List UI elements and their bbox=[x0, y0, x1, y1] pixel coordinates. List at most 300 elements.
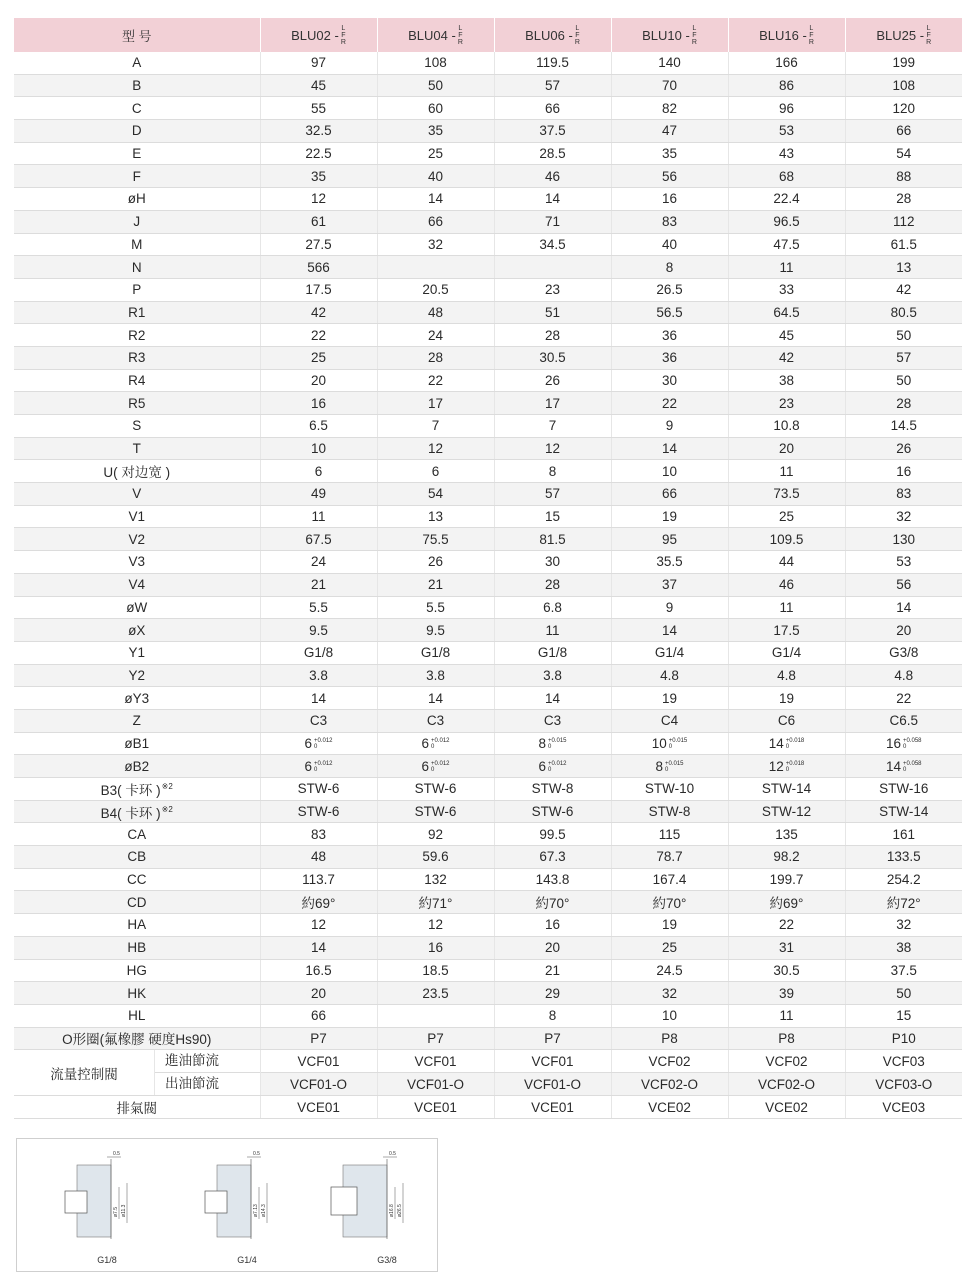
tolerance bbox=[665, 761, 684, 773]
row-label bbox=[14, 596, 260, 619]
table-cell: 44 bbox=[728, 551, 845, 574]
table-cell: 6 bbox=[377, 460, 494, 483]
table-row bbox=[14, 778, 962, 801]
table-cell: 56 bbox=[845, 573, 962, 596]
table-cell: VCF01 bbox=[260, 1050, 377, 1073]
table-cell: 37 bbox=[611, 573, 728, 596]
table-cell: 4.8 bbox=[728, 664, 845, 687]
table-cell: 20.5 bbox=[377, 278, 494, 301]
table-cell bbox=[728, 732, 845, 755]
table-cell: 26.5 bbox=[611, 278, 728, 301]
row-label bbox=[14, 914, 260, 937]
table-row bbox=[14, 460, 962, 483]
table-cell: 51 bbox=[494, 301, 611, 324]
table-cell: 68 bbox=[728, 165, 845, 188]
tolerance-upper: +0.012 bbox=[430, 738, 450, 745]
table-cell bbox=[494, 732, 611, 755]
model-variant-f: F bbox=[341, 31, 346, 39]
table-row bbox=[14, 936, 962, 959]
tolerance-lower: 0 bbox=[547, 744, 552, 751]
table-cell: P7 bbox=[260, 1027, 377, 1050]
table-cell: C3 bbox=[377, 709, 494, 732]
table-cell: 38 bbox=[845, 936, 962, 959]
table-row bbox=[14, 483, 962, 506]
table-cell: 57 bbox=[494, 74, 611, 97]
row-label bbox=[14, 324, 260, 347]
table-row bbox=[14, 641, 962, 664]
table-cell: 8 bbox=[494, 460, 611, 483]
table-row bbox=[14, 346, 962, 369]
table-cell: G1/4 bbox=[611, 641, 728, 664]
header-model-3 bbox=[611, 18, 728, 52]
table-cell: 81.5 bbox=[494, 528, 611, 551]
table-cell: 42 bbox=[260, 301, 377, 324]
row-label bbox=[14, 936, 260, 959]
table-cell: 66 bbox=[260, 1004, 377, 1027]
flow-group-label bbox=[14, 1050, 260, 1096]
model-variants bbox=[692, 25, 697, 46]
table-cell: 30 bbox=[611, 369, 728, 392]
tolerance-upper: +0.058 bbox=[903, 761, 922, 768]
tolerance-lower: 0 bbox=[313, 744, 318, 751]
row-label-text: HB bbox=[127, 940, 147, 956]
model-variant-r: R bbox=[574, 38, 580, 46]
row-label-text: O形圈(氟橡膠 硬度Hs90) bbox=[62, 1032, 212, 1048]
table-cell: C3 bbox=[260, 709, 377, 732]
table-cell: 67.5 bbox=[260, 528, 377, 551]
table-cell: 28 bbox=[845, 188, 962, 211]
table-cell: 21 bbox=[377, 573, 494, 596]
row-label-text: Y1 bbox=[128, 645, 145, 661]
table-cell: 14 bbox=[494, 188, 611, 211]
model-variant-l: L bbox=[575, 24, 580, 32]
tolerance-lower: 0 bbox=[430, 767, 435, 774]
table-cell: 167.4 bbox=[611, 868, 728, 891]
row-label-text: V3 bbox=[128, 554, 145, 570]
table-cell: 37.5 bbox=[494, 120, 611, 143]
table-cell: 19 bbox=[611, 914, 728, 937]
model-name bbox=[408, 25, 463, 46]
row-label-text: V bbox=[132, 486, 142, 502]
table-cell: P8 bbox=[611, 1027, 728, 1050]
model-base: BLU16 - bbox=[759, 27, 807, 43]
table-cell: 66 bbox=[845, 120, 962, 143]
table-cell bbox=[494, 755, 611, 778]
table-cell: 20 bbox=[845, 619, 962, 642]
model-name bbox=[759, 25, 814, 46]
table-cell: 25 bbox=[377, 142, 494, 165]
diagram-caption: G3/8 bbox=[377, 1255, 397, 1265]
table-cell: STW-6 bbox=[260, 800, 377, 823]
table-row bbox=[14, 74, 962, 97]
model-variants bbox=[575, 25, 580, 46]
model-variant-f: F bbox=[926, 31, 931, 39]
table-cell: 9 bbox=[611, 596, 728, 619]
tolerance-upper: +0.015 bbox=[547, 738, 567, 745]
row-label bbox=[14, 1004, 260, 1027]
table-cell: 5.5 bbox=[260, 596, 377, 619]
row-label: øB1 bbox=[14, 732, 260, 755]
table-cell: VCF02-O bbox=[611, 1073, 728, 1096]
table-cell: STW-12 bbox=[728, 800, 845, 823]
table-cell: 14 bbox=[494, 687, 611, 710]
table-cell: 56.5 bbox=[611, 301, 728, 324]
table-cell: 20 bbox=[728, 437, 845, 460]
table-row bbox=[14, 1027, 962, 1050]
table-row bbox=[14, 256, 962, 279]
tolerance-upper: +0.012 bbox=[547, 761, 567, 768]
table-row bbox=[14, 52, 962, 74]
row-label bbox=[14, 641, 260, 664]
dim-label: ø26.5 bbox=[397, 1204, 403, 1217]
tolerance-lower: 0 bbox=[664, 767, 669, 774]
flow-in-label: 進油節流 bbox=[155, 1050, 260, 1073]
table-body bbox=[14, 52, 962, 1118]
table-cell: 13 bbox=[377, 505, 494, 528]
table-row bbox=[14, 97, 962, 120]
table-cell: 10.8 bbox=[728, 415, 845, 438]
table-cell: 50 bbox=[845, 324, 962, 347]
table-cell: 113.7 bbox=[260, 868, 377, 891]
table-cell: 60 bbox=[377, 97, 494, 120]
row-label-text: CC bbox=[127, 872, 147, 888]
table-cell: 9.5 bbox=[260, 619, 377, 642]
row-label-text: B bbox=[132, 78, 142, 94]
row-label-text: D bbox=[131, 123, 142, 139]
row-label-text: P bbox=[132, 282, 142, 298]
table-cell: VCF03 bbox=[845, 1050, 962, 1073]
row-label-text: Z bbox=[132, 713, 141, 729]
dim-label: ø7.5 bbox=[113, 1206, 119, 1217]
table-cell: 82 bbox=[611, 97, 728, 120]
table-cell: 7 bbox=[494, 415, 611, 438]
row-label bbox=[14, 528, 260, 551]
header-model-2 bbox=[494, 18, 611, 52]
row-label-text: V1 bbox=[128, 509, 145, 525]
table-cell bbox=[611, 755, 728, 778]
table-row bbox=[14, 846, 962, 869]
table-cell: STW-14 bbox=[845, 800, 962, 823]
table-cell: 11 bbox=[728, 460, 845, 483]
table-cell: 61.5 bbox=[845, 233, 962, 256]
port-diagram-2 bbox=[327, 1147, 447, 1267]
table-cell: 86 bbox=[728, 74, 845, 97]
table-cell: 6.5 bbox=[260, 415, 377, 438]
table-cell: 55 bbox=[260, 97, 377, 120]
nominal-value: 6 bbox=[538, 758, 546, 774]
drawing-line bbox=[65, 1191, 87, 1213]
table-cell: P10 bbox=[845, 1027, 962, 1050]
row-label-text: E bbox=[132, 146, 142, 162]
tolerance-upper: +0.015 bbox=[664, 761, 684, 768]
table-cell: 10 bbox=[611, 460, 728, 483]
tolerance bbox=[548, 761, 567, 773]
table-cell: 32 bbox=[611, 982, 728, 1005]
header-row bbox=[14, 18, 962, 52]
row-label: 排氣閥 bbox=[14, 1096, 260, 1119]
table-row bbox=[14, 301, 962, 324]
table-cell: 17.5 bbox=[728, 619, 845, 642]
model-name bbox=[642, 25, 697, 46]
table-cell: VCF02 bbox=[728, 1050, 845, 1073]
dim-label: ø11.3 bbox=[121, 1204, 127, 1217]
table-cell: 10 bbox=[611, 1004, 728, 1027]
header-model-5 bbox=[845, 18, 962, 52]
table-cell: C3 bbox=[494, 709, 611, 732]
tolerance-upper: +0.012 bbox=[313, 738, 333, 745]
table-cell: 16 bbox=[260, 392, 377, 415]
table-cell: 20 bbox=[260, 982, 377, 1005]
table-cell: 30.5 bbox=[494, 346, 611, 369]
nominal-value: 10 bbox=[651, 735, 667, 751]
table-cell: 34.5 bbox=[494, 233, 611, 256]
model-variants bbox=[341, 25, 346, 46]
row-label-text: B4( 卡环 ) bbox=[100, 805, 161, 821]
table-cell: 15 bbox=[845, 1004, 962, 1027]
table-cell: 11 bbox=[728, 256, 845, 279]
table-row bbox=[14, 165, 962, 188]
table-cell: 112 bbox=[845, 210, 962, 233]
row-label bbox=[14, 188, 260, 211]
tolerance bbox=[431, 738, 450, 750]
dim-label: ø14.3 bbox=[261, 1204, 267, 1217]
table-cell: 59.6 bbox=[377, 846, 494, 869]
table-row bbox=[14, 278, 962, 301]
table-cell: 57 bbox=[845, 346, 962, 369]
tolerance-lower: 0 bbox=[785, 767, 790, 774]
model-variant-r: R bbox=[926, 38, 932, 46]
table-cell: 21 bbox=[494, 959, 611, 982]
table-cell: 92 bbox=[377, 823, 494, 846]
table-cell: 約69° bbox=[728, 891, 845, 914]
table-cell: 38 bbox=[728, 369, 845, 392]
row-label-text: CA bbox=[127, 826, 147, 842]
table-cell: 26 bbox=[377, 551, 494, 574]
row-label bbox=[14, 778, 260, 801]
table-row bbox=[14, 1050, 962, 1073]
port-section-drawing bbox=[187, 1147, 307, 1247]
table-cell: VCF01 bbox=[377, 1050, 494, 1073]
row-label-text: øX bbox=[128, 622, 146, 638]
row-label bbox=[14, 460, 260, 483]
tolerance-upper: +0.058 bbox=[903, 738, 922, 745]
row-label bbox=[14, 982, 260, 1005]
table-cell: 53 bbox=[845, 551, 962, 574]
row-label-text: B3( 卡环 ) bbox=[100, 782, 161, 798]
table-cell: 20 bbox=[260, 369, 377, 392]
table-cell: 64.5 bbox=[728, 301, 845, 324]
row-label bbox=[14, 551, 260, 574]
model-variant-f: F bbox=[809, 31, 814, 39]
table-cell: 67.3 bbox=[494, 846, 611, 869]
table-cell: VCF03-O bbox=[845, 1073, 962, 1096]
table-cell: 75.5 bbox=[377, 528, 494, 551]
table-cell: 70 bbox=[611, 74, 728, 97]
table-cell: 54 bbox=[377, 483, 494, 506]
table-cell: 66 bbox=[611, 483, 728, 506]
table-cell: 135 bbox=[728, 823, 845, 846]
table-cell: 24.5 bbox=[611, 959, 728, 982]
table-cell: 3.8 bbox=[260, 664, 377, 687]
row-label bbox=[14, 52, 260, 74]
table-cell: 14 bbox=[611, 437, 728, 460]
tolerance-upper: +0.018 bbox=[785, 738, 805, 745]
table-cell: 95 bbox=[611, 528, 728, 551]
table-cell: 53 bbox=[728, 120, 845, 143]
table-cell: G3/8 bbox=[845, 641, 962, 664]
model-variant-f: F bbox=[458, 31, 463, 39]
table-cell: 50 bbox=[845, 982, 962, 1005]
row-label bbox=[14, 573, 260, 596]
table-cell: 96 bbox=[728, 97, 845, 120]
model-variant-l: L bbox=[809, 24, 814, 32]
table-cell: 46 bbox=[728, 573, 845, 596]
table-cell: 73.5 bbox=[728, 483, 845, 506]
model-variants bbox=[926, 25, 931, 46]
table-cell: VCE02 bbox=[728, 1096, 845, 1119]
table-cell: 22 bbox=[728, 914, 845, 937]
table-cell: 48 bbox=[377, 301, 494, 324]
row-label bbox=[14, 687, 260, 710]
port-diagrams bbox=[16, 1138, 438, 1272]
table-cell: 19 bbox=[728, 687, 845, 710]
table-cell: G1/8 bbox=[377, 641, 494, 664]
table-row bbox=[14, 369, 962, 392]
table-row bbox=[14, 437, 962, 460]
table-cell: 143.8 bbox=[494, 868, 611, 891]
nominal-value: 6 bbox=[304, 758, 312, 774]
row-label-text: HG bbox=[126, 962, 147, 978]
tolerance-lower: 0 bbox=[668, 744, 673, 751]
row-label bbox=[14, 256, 260, 279]
table-cell: 32.5 bbox=[260, 120, 377, 143]
table-cell: VCE01 bbox=[260, 1096, 377, 1119]
nominal-value: 8 bbox=[655, 758, 663, 774]
row-label-text: R2 bbox=[128, 327, 146, 343]
table-cell: 4.8 bbox=[611, 664, 728, 687]
table-cell: 109.5 bbox=[728, 528, 845, 551]
table-cell: 7 bbox=[377, 415, 494, 438]
table-cell: 140 bbox=[611, 52, 728, 74]
table-row bbox=[14, 959, 962, 982]
row-label-text: C bbox=[131, 100, 142, 116]
table-cell: VCE01 bbox=[494, 1096, 611, 1119]
row-label-text: R4 bbox=[128, 372, 146, 388]
table-cell: 108 bbox=[845, 74, 962, 97]
row-label bbox=[14, 823, 260, 846]
table-cell: 133.5 bbox=[845, 846, 962, 869]
row-label-text: V4 bbox=[128, 577, 145, 593]
table-cell bbox=[377, 256, 494, 279]
table-cell: 8 bbox=[494, 1004, 611, 1027]
table-cell: STW-14 bbox=[728, 778, 845, 801]
table-cell: 32 bbox=[377, 233, 494, 256]
model-variant-l: L bbox=[692, 24, 697, 32]
row-label-text: øW bbox=[126, 599, 148, 615]
row-label bbox=[14, 891, 260, 914]
table-cell: 25 bbox=[611, 936, 728, 959]
table-cell: 24 bbox=[260, 551, 377, 574]
table-cell: 4.8 bbox=[845, 664, 962, 687]
table-cell: 78.7 bbox=[611, 846, 728, 869]
model-variant-f: F bbox=[692, 31, 697, 39]
flow-group-text: 流量控制閥 bbox=[14, 1050, 155, 1095]
table-cell: STW-6 bbox=[377, 800, 494, 823]
row-label bbox=[14, 392, 260, 415]
table-cell: 9.5 bbox=[377, 619, 494, 642]
table-row bbox=[14, 233, 962, 256]
table-cell: 14 bbox=[260, 687, 377, 710]
table-cell: STW-6 bbox=[494, 800, 611, 823]
row-label-text: CB bbox=[127, 849, 147, 865]
table-cell: 14 bbox=[845, 596, 962, 619]
table-cell: 96.5 bbox=[728, 210, 845, 233]
table-cell: 199.7 bbox=[728, 868, 845, 891]
flow-out-label: 出油節流 bbox=[165, 1076, 219, 1092]
table-cell: C6 bbox=[728, 709, 845, 732]
table-row bbox=[14, 823, 962, 846]
table-cell: 40 bbox=[611, 233, 728, 256]
table-cell: 11 bbox=[260, 505, 377, 528]
table-cell: P7 bbox=[377, 1027, 494, 1050]
table-row bbox=[14, 868, 962, 891]
row-label-note: ※2 bbox=[161, 805, 173, 815]
table-cell: 83 bbox=[260, 823, 377, 846]
drawing-line bbox=[205, 1191, 227, 1213]
port-diagram-1 bbox=[187, 1147, 307, 1267]
model-variants bbox=[458, 25, 463, 46]
table-cell: STW-10 bbox=[611, 778, 728, 801]
table-cell bbox=[728, 755, 845, 778]
table-cell: 199 bbox=[845, 52, 962, 74]
table-cell: 28 bbox=[494, 573, 611, 596]
table-cell: 28 bbox=[494, 324, 611, 347]
table-cell: 35.5 bbox=[611, 551, 728, 574]
model-base: BLU02 - bbox=[291, 27, 339, 43]
table-cell: 11 bbox=[728, 1004, 845, 1027]
table-cell: 26 bbox=[494, 369, 611, 392]
table-row bbox=[14, 505, 962, 528]
table-cell: VCE02 bbox=[611, 1096, 728, 1119]
model-name bbox=[291, 25, 346, 46]
table-cell: 16 bbox=[494, 914, 611, 937]
table-cell: 16 bbox=[377, 936, 494, 959]
row-label-text: U( 对边宽 ) bbox=[103, 465, 171, 481]
table-cell: 566 bbox=[260, 256, 377, 279]
row-label-text: øH bbox=[127, 191, 146, 207]
table-cell: 66 bbox=[494, 97, 611, 120]
table-cell bbox=[260, 755, 377, 778]
table-row bbox=[14, 687, 962, 710]
nominal-value: 6 bbox=[304, 735, 312, 751]
table-cell: 50 bbox=[845, 369, 962, 392]
table-cell: 30 bbox=[494, 551, 611, 574]
table-row bbox=[14, 415, 962, 438]
table-cell bbox=[845, 732, 962, 755]
dim-label: ø16.8 bbox=[389, 1204, 395, 1217]
tolerance bbox=[314, 761, 333, 773]
model-variants bbox=[809, 25, 814, 46]
table-cell: 6.8 bbox=[494, 596, 611, 619]
table-cell: VCF01-O bbox=[260, 1073, 377, 1096]
tolerance bbox=[669, 738, 688, 750]
tolerance-lower: 0 bbox=[785, 744, 790, 751]
table-cell: 61 bbox=[260, 210, 377, 233]
table-cell: 3.8 bbox=[494, 664, 611, 687]
table-cell: 42 bbox=[845, 278, 962, 301]
nominal-value: 14 bbox=[768, 735, 784, 751]
tolerance-upper: +0.012 bbox=[313, 761, 333, 768]
